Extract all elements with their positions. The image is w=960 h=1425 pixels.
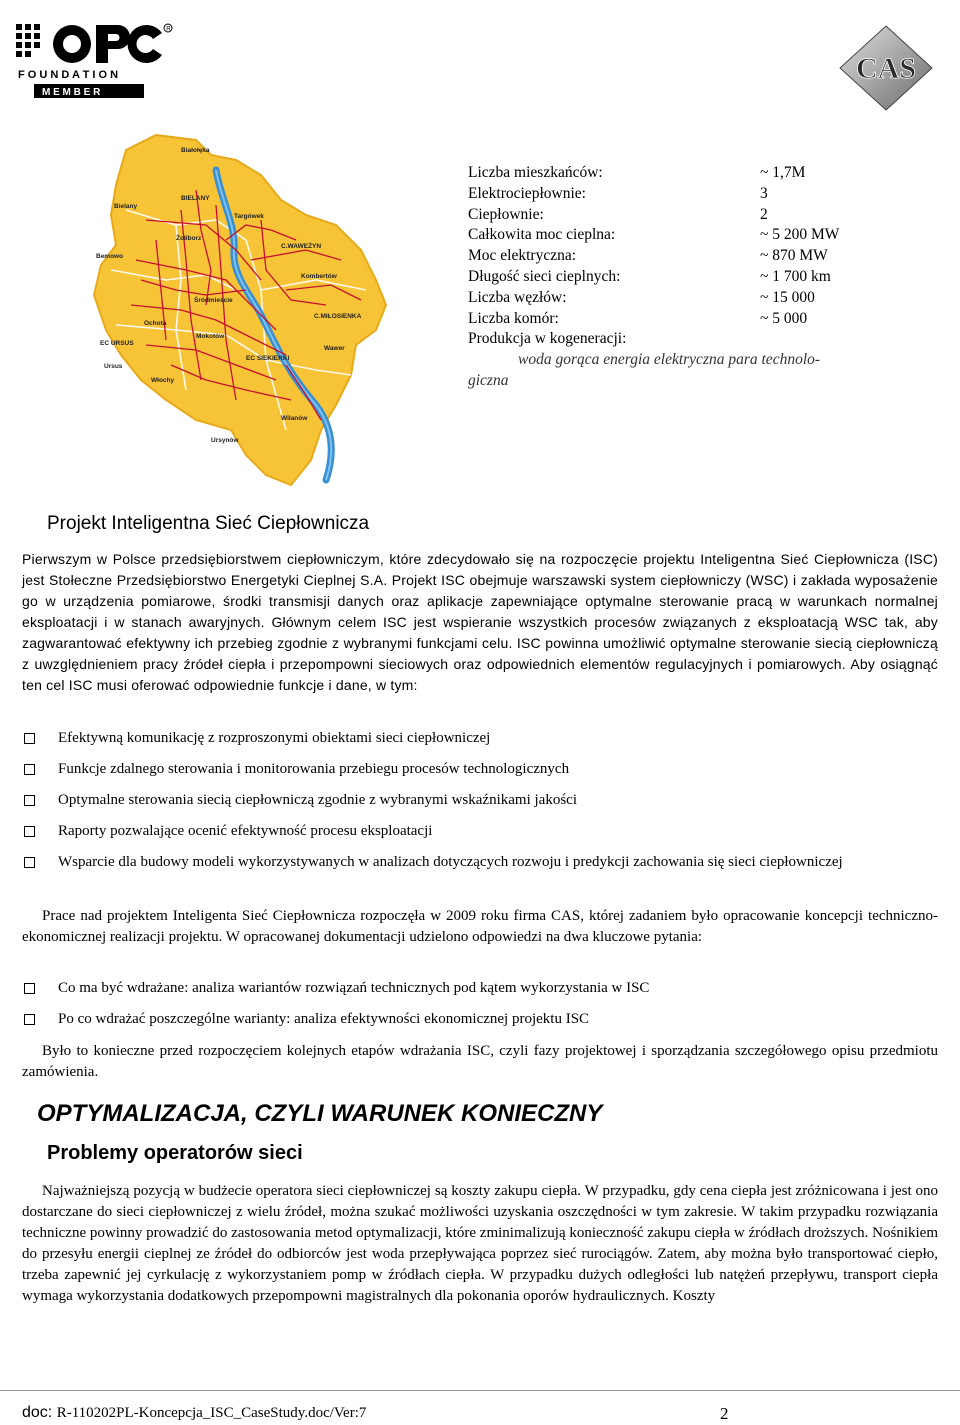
checkbox-bullet-icon <box>24 795 35 806</box>
stat-row: Całkowita moc cieplna: ~ 5 200 MW <box>468 226 840 244</box>
optimization-heading: OPTYMALIZACJA, CZYLI WARUNEK KONIECZNY <box>37 1100 603 1127</box>
map-label: Żoliborz <box>176 235 202 242</box>
kogeneracja-types: woda gorąca energia elektryczna para technolo- <box>518 351 821 369</box>
map-label: Włochy <box>151 377 175 384</box>
checkbox-bullet-icon <box>24 983 35 994</box>
map-label: Mokotów <box>196 333 225 340</box>
cas-logo-text: CAS <box>855 52 917 85</box>
stat-row: Moc elektryczna: ~ 870 MW <box>468 247 828 265</box>
map-label: C.MIŁOSIENKA <box>314 313 362 320</box>
stat-row: Długość sieci cieplnych: ~ 1 700 km <box>468 267 831 285</box>
map-label: Wawer <box>324 345 345 352</box>
stat-row: Ciepłownie: 2 <box>468 205 768 223</box>
list-item: Co ma być wdrażane: analiza wariantów rozwiązań technicznych pod kątem wykorzystania w ISC <box>22 978 938 999</box>
map-label: Bielany <box>114 203 138 210</box>
map-label: Ursynów <box>211 437 239 444</box>
map-label: Ursus <box>104 363 123 370</box>
section-title: Projekt Inteligentna Sieć Ciepłownicza <box>47 513 370 534</box>
footer-doc-name: R-110202PL-Koncepcja_ISC_CaseStudy.doc/Ver:7 <box>56 1405 367 1421</box>
list-item: Optymalne sterowania siecią ciepłowniczą zgodnie z wybranymi wskaźnikami jakości <box>22 790 938 811</box>
list-item: Funkcje zdalnego sterowania i monitorowania przebiegu procesów technologicznych <box>22 759 938 780</box>
cas-logo <box>836 24 936 112</box>
next-stages-paragraph: Było to konieczne przed rozpoczęciem kolejnych etapów wdrażania ISC, czyli fazy projektowej i sporządzania szczegółowego opisu przedmiotu zamówienia. <box>22 1043 938 1080</box>
footer-doc-prefix: doc: <box>22 1404 53 1421</box>
map-label: Białołęka <box>181 147 210 154</box>
stat-row: Liczba komór: ~ 5 000 <box>468 309 808 327</box>
map-label: Bemowo <box>96 253 124 260</box>
stat-row: Liczba węzłów: ~ 15 000 <box>468 288 815 306</box>
list-item: Po co wdrażać poszczególne warianty: analiza efektywności ekonomicznej projektu ISC <box>22 1009 938 1030</box>
footer-document-info <box>22 1404 366 1422</box>
opc-member-text: M E M B E R <box>42 87 101 98</box>
map-label: BIELANY <box>181 195 210 202</box>
list-item: Raporty pozwalające ocenić efektywność procesu eksploatacji <box>22 821 938 842</box>
key-questions-list <box>22 978 938 1040</box>
warsaw-district-heating-map <box>86 130 426 495</box>
map-label: C.WAWEŻYN <box>281 243 322 250</box>
list-item: Wsparcie dla budowy modeli wykorzystywanych w analizach dotyczących rozwoju i predykcji zachowania się sieci ciepłowniczej <box>22 852 938 873</box>
kogeneracja-types-cont: giczna <box>468 371 509 389</box>
problems-subheading: Problemy operatorów sieci <box>47 1142 303 1164</box>
checkbox-bullet-icon <box>24 1014 35 1025</box>
map-label: Kombertów <box>301 273 337 280</box>
cas-project-paragraph: Prace nad projektem Inteligenta Sieć Ciepłownicza rozpoczęła w 2009 roku firma CAS, której zadaniem było opracowanie koncepcji techniczno-ekonomicznej realizacji projektu. W opracowanej dokumentacji udzielono odpowiedzi na dwa kluczowe pytania: <box>22 908 938 945</box>
map-label: Wilanów <box>281 415 308 422</box>
kogeneracja-label: Produkcja w kogeneracji: <box>468 330 627 348</box>
map-label: Ochota <box>144 320 167 327</box>
page-number: 2 <box>720 1404 729 1423</box>
opc-foundation-text: F O U N D A T I O N <box>18 69 119 81</box>
map-label: EC SIEKIERKI <box>246 355 290 362</box>
isc-functions-list <box>22 728 938 883</box>
opc-foundation-member-logo <box>12 20 174 100</box>
svg-text:R: R <box>166 26 171 33</box>
checkbox-bullet-icon <box>24 733 35 744</box>
city-statistics <box>468 163 868 392</box>
checkbox-bullet-icon <box>24 857 35 868</box>
intro-paragraph: Pierwszym w Polsce przedsiębiorstwem ciepłowniczym, które zdecydowało się na rozpoczęcie projektu Inteligentna Sieć Ciepłownicza (ISC) jest Stołeczne Przedsiębiorstwo Energetyki Cieplnej S.A. Projekt ISC obejmuje warszawski system ciepłowniczy (WSC) i zakłada wyposażenie go w urządzenia pomiarowe, środki transmisji danych oraz aplikacje zapewniające optymalne sterowanie pracą w warunkach normalnej eksploatacji i w stanach awaryjnych. Głównym celem ISC jest wspieranie wszystkich procesów związanych z eksploatacją WSC tak, aby zagwarantować efektywny ich przebieg zgodnie z wybranymi funkcjami celu. ISC powinna umożliwić optymalne sterowanie siecią ciepłowniczą z uwzględnieniem pracy źródeł ciepła i przepompowni sieciowych oraz odpowiednich elementów regulacyjnych i pomiarowych. Aby osiągnąć ten cel ISC musi oferować odpowiednie funkcje i dane, w tym: <box>22 551 938 693</box>
map-label: Targówek <box>234 213 264 220</box>
operators-problems-paragraph: Najważniejszą pozycją w budżecie operatora sieci ciepłowniczej są koszty zakupu ciepła. W przypadku, gdy cena ciepła jest zróżnicowana i jest ono dostarczane do sieci ciepłowniczej z wielu źródeł, można szukać możliwości uzyskania oszczędności w tym zakresie. W takim przypadku rozwiązania techniczne powinny prowadzić do zastosowania metod optymalizacji, które zminimalizują konieczność zakupu ciepła w źródłach droższych. Nośnikiem do przesyłu energii cieplnej ze źródeł do odbiorców jest woda przepływająca poprzez sieć rurociągów. Zatem, aby można było transportować ciepło, trzeba zapewnić jej cyrkulację z wykorzystaniem pomp w źródłach ciepła. W przypadku dużych odległości lub natężeń przepływu, transport ciepła wymaga wykorzystania dodatkowych przepompowni magistralnych dla pokonania oporów hydraulicznych. Koszty <box>22 1183 938 1304</box>
list-item: Efektywną komunikację z rozproszonymi obiektami sieci ciepłowniczej <box>22 728 938 749</box>
footer-divider <box>0 1390 960 1391</box>
checkbox-bullet-icon <box>24 826 35 837</box>
checkbox-bullet-icon <box>24 764 35 775</box>
map-label: Śródmieście <box>194 297 233 304</box>
map-label: EC URSUS <box>100 340 134 347</box>
stat-row: Liczba mieszkańców: ~ 1,7M <box>468 164 806 181</box>
stat-row: Elektrociepłownie: 3 <box>468 184 768 202</box>
